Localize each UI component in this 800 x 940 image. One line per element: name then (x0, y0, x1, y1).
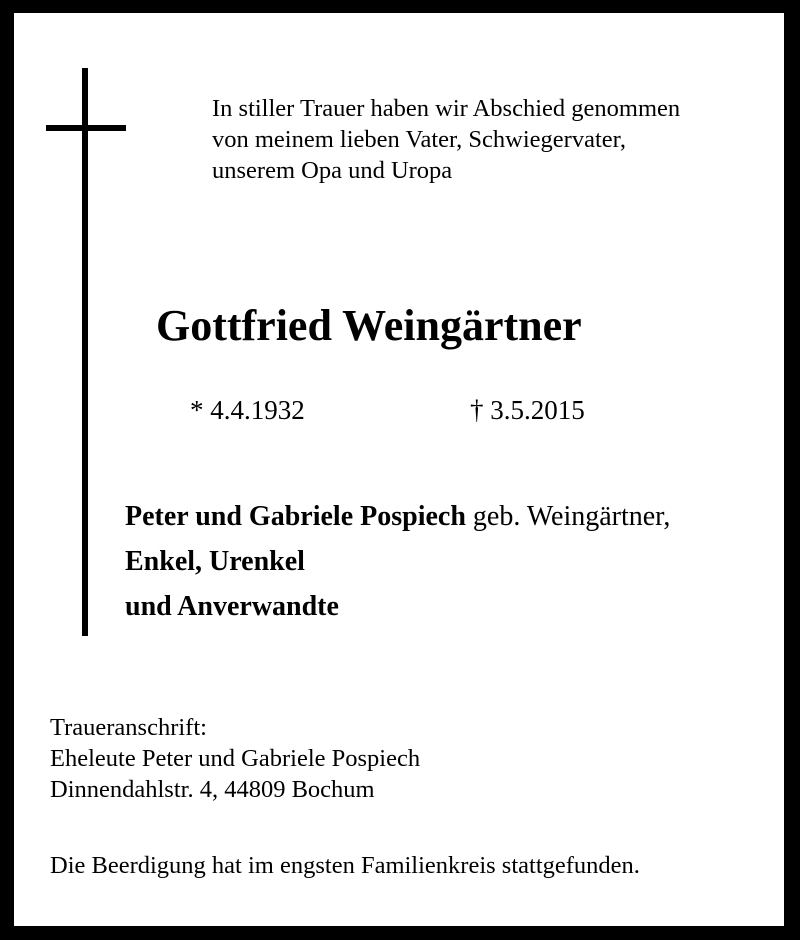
mourners-names: Peter und Gabriele Pospiech (125, 501, 466, 532)
address-label: Traueranschrift: (50, 714, 207, 741)
birth-date: * 4.4.1932 (190, 395, 305, 425)
mourners-line-1 (125, 494, 670, 539)
address-line-1: Eheleute Peter und Gabriele Pospiech (50, 745, 421, 772)
cross-icon (82, 68, 88, 636)
maiden-name: geb. Weingärtner, (465, 501, 671, 532)
death-date: † 3.5.2015 (470, 395, 585, 425)
intro-line-2: von meinem lieben Vater, Schwiegervater, (212, 126, 626, 153)
address-line-2: Dinnendahlstr. 4, 44809 Bochum (50, 776, 375, 803)
mourning-address (50, 712, 420, 805)
deceased-name: Gottfried Weingärtner (156, 301, 582, 350)
mourners-block (125, 494, 670, 629)
intro-line-1: In stiller Trauer haben wir Abschied genommen (212, 95, 681, 122)
cross-icon-bar (46, 125, 126, 131)
intro-line-3: unserem Opa und Uropa (212, 157, 453, 184)
mourners-line-3: und Anverwandte (125, 591, 339, 622)
intro-text (212, 93, 680, 186)
mourners-line-2: Enkel, Urenkel (125, 546, 305, 577)
funeral-note: Die Beerdigung hat im engsten Familienkreis stattgefunden. (50, 852, 640, 879)
